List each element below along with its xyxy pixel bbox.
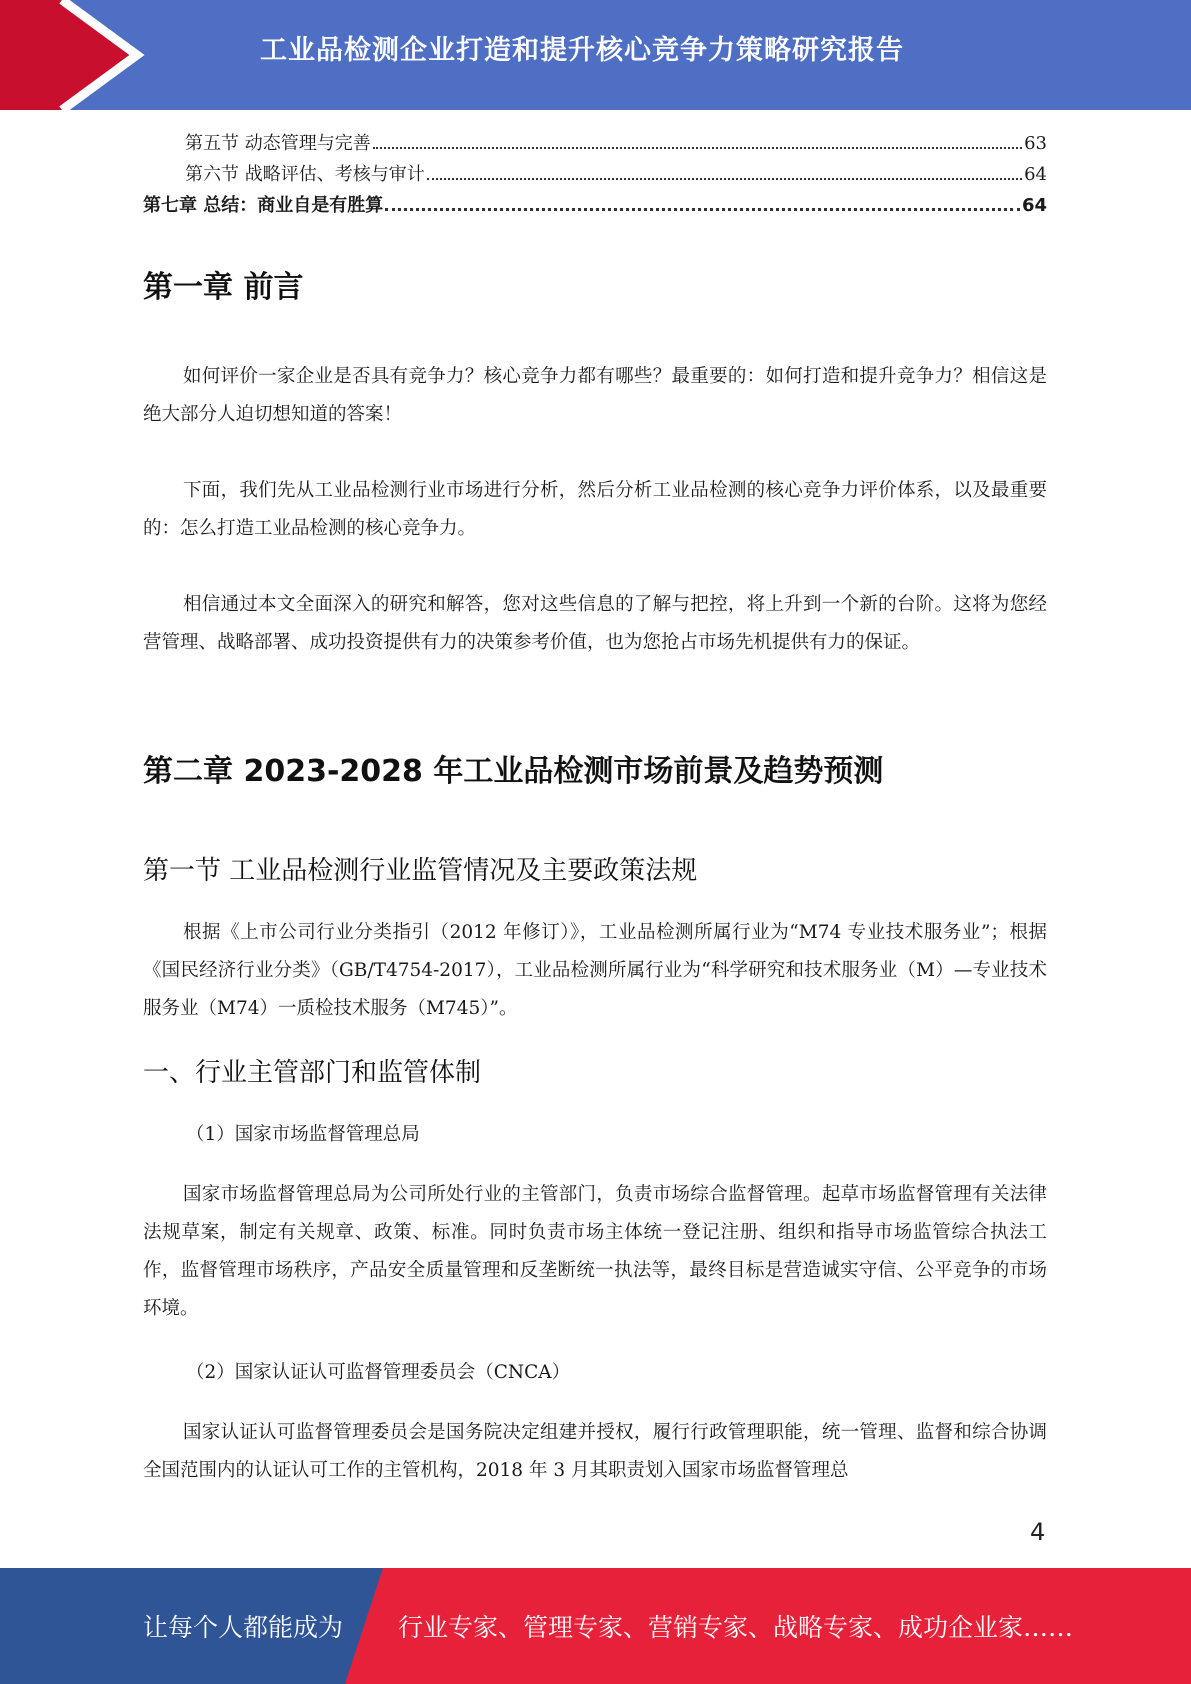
page-header [0,0,1191,110]
chapter-1-paragraph-1: 如何评价一家企业是否具有竞争力？核心竞争力都有哪些？最重要的：如何打造和提升竞争力？相信这是绝大部分人迫切想知道的答案！ [143,366,1047,425]
toc-leader-dots [373,147,1022,149]
toc-entry-page: 63 [1024,133,1047,154]
toc-entry-label: 第五节 动态管理与完善 [185,133,371,154]
page-footer [0,1568,1191,1684]
toc-entry[interactable] [143,128,1047,159]
toc-leader-dots [427,178,1022,180]
toc-entry[interactable] [143,159,1047,190]
chapter-1-heading: 第一章 前言 [143,270,304,305]
toc-entry-label: 第七章 总结：商业自是有胜算 [143,195,384,216]
footer-slogan-right: 行业专家、管理专家、营销专家、战略专家、成功企业家…… [398,1613,1074,1642]
subsection-item-2-label: （2）国家认证认可监督管理委员会（CNCA） [186,1362,571,1383]
subsection-item-1-text: 国家市场监督管理总局为公司所处行业的主管部门，负责市场综合监督管理。起草市场监督管理有关法律法规草案，制定有关规章、政策、标准。同时负责市场主体统一登记注册、组织和指导市场监管综合执法工作，监督管理市场秩序，产品安全质量管理和反垄断统一执法等，最终目标是营造诚实守信、公平竞争的市场环境。 [143,1184,1047,1319]
header-chevron-decoration [0,0,150,110]
toc-entry[interactable] [143,190,1047,221]
chapter-2-heading: 第二章 2023-2028 年工业品检测市场前景及趋势预测 [143,754,884,789]
chapter-1-paragraph-3: 相信通过本文全面深入的研究和解答，您对这些信息的了解与把控，将上升到一个新的台阶。这将为您经营管理、战略部署、成功投资提供有力的决策参考价值，也为您抢占市场先机提供有力的保证。 [143,594,1047,653]
subsection-1-heading: 一、行业主管部门和监管体制 [143,1058,482,1088]
subsection-item-1-label: （1）国家市场监督管理总局 [186,1124,420,1145]
subsection-item-2-text: 国家认证认可监督管理委员会是国务院决定组建并授权，履行行政管理职能，统一管理、监督和综合协调全国范围内的认证认可工作的主管机构，2018 年 3 月其职责划入国家市场监督管理总 [143,1422,1047,1481]
page-number: 4 [1030,1518,1046,1546]
table-of-contents [143,128,1047,221]
toc-entry-page: 64 [1024,164,1047,185]
chapter-1-paragraph-2: 下面，我们先从工业品检测行业市场进行分析，然后分析工业品检测的核心竞争力评价体系，以及最重要的：怎么打造工业品检测的核心竞争力。 [143,480,1047,539]
toc-entry-label: 第六节 战略评估、考核与审计 [185,164,425,185]
toc-entry-page: 64 [1021,195,1047,216]
section-1-heading: 第一节 工业品检测行业监管情况及主要政策法规 [143,856,698,886]
toc-leader-dots [385,208,1020,211]
report-title: 工业品检测企业打造和提升核心竞争力策略研究报告 [260,35,904,66]
section-1-paragraph: 根据《上市公司行业分类指引（2012 年修订）》，工业品检测所属行业为“M74 专业技术服务业”；根据《国民经济行业分类》（GB/T4754-2017），工业品检测所属行业为“科学研究和技术服务业（M）—专业技术服务业（M74）一质检技术服务（M745）”。 [143,922,1047,1019]
footer-slogan-left: 让每个人都能成为 [143,1613,344,1642]
